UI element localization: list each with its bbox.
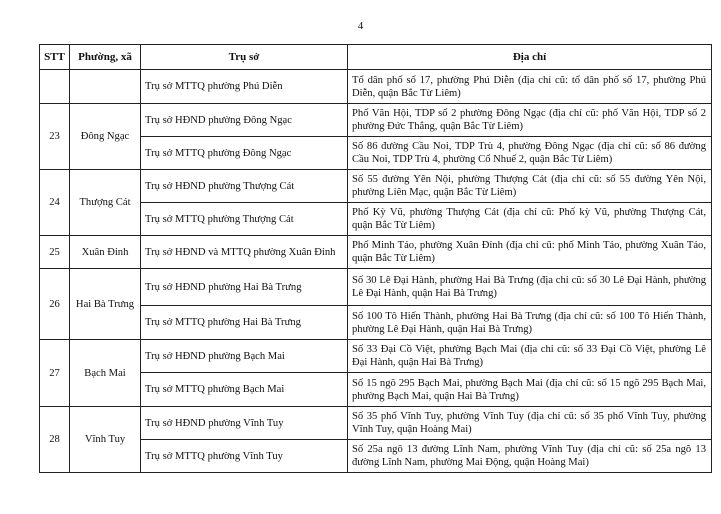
table-row <box>40 306 712 340</box>
table-row <box>40 70 712 104</box>
address-cell: Số 100 Tô Hiến Thành, phường Hai Bà Trưng (địa chỉ cũ: số 100 Tô Hiến Thành, phường Lê Đại Hành, quận Hai Bà Trưng) <box>348 306 712 340</box>
table-row <box>40 440 712 473</box>
table-header-row <box>40 45 712 70</box>
address-cell: Phố Minh Tảo, phường Xuân Đỉnh (địa chỉ cũ: phố Minh Tảo, phường Xuân Tảo, quận Bắc Từ Liêm) <box>348 236 712 269</box>
stt-cell: 24 <box>40 170 70 236</box>
office-cell: Trụ sở HĐND và MTTQ phường Xuân Đỉnh <box>141 236 348 269</box>
office-cell: Trụ sở MTTQ phường Bạch Mai <box>141 373 348 407</box>
table-row <box>40 236 712 269</box>
header-ward: Phường, xã <box>70 45 141 70</box>
stt-cell <box>40 70 70 104</box>
stt-cell: 28 <box>40 407 70 473</box>
page-number: 4 <box>357 20 364 32</box>
ward-cell: Vĩnh Tuy <box>70 407 141 473</box>
office-cell: Trụ sở HĐND phường Thượng Cát <box>141 170 348 203</box>
office-address-table <box>39 44 712 473</box>
office-cell: Trụ sở MTTQ phường Hai Bà Trưng <box>141 306 348 340</box>
office-cell: Trụ sở MTTQ phường Vĩnh Tuy <box>141 440 348 473</box>
table-row <box>40 340 712 373</box>
address-cell: Phố Văn Hội, TDP số 2 phường Đông Ngạc (địa chỉ cũ: phố Văn Hội, TDP số 2 phường Đức Thắng, quận Bắc Từ Liêm) <box>348 104 712 137</box>
address-cell: Số 33 Đại Cồ Việt, phường Bạch Mai (địa chỉ cũ: số 33 Đại Cồ Việt, phường Lê Đại Hành, quận Hai Bà Trưng) <box>348 340 712 373</box>
ward-cell: Đông Ngạc <box>70 104 141 170</box>
ward-cell <box>70 70 141 104</box>
ward-cell: Thượng Cát <box>70 170 141 236</box>
table-row <box>40 269 712 306</box>
stt-cell: 23 <box>40 104 70 170</box>
address-cell: Tổ dân phố số 17, phường Phú Diễn (địa chỉ cũ: tổ dân phố số 17, phường Phú Diễn, quận Bắc Từ Liêm) <box>348 70 712 104</box>
header-office: Trụ sở <box>141 45 348 70</box>
table-row <box>40 407 712 440</box>
address-cell: Số 35 phố Vĩnh Tuy, phường Vĩnh Tuy (địa chỉ cũ: số 35 phố Vĩnh Tuy, phường Vĩnh Tuy, quận Hoàng Mai) <box>348 407 712 440</box>
stt-cell: 26 <box>40 269 70 340</box>
ward-cell: Bạch Mai <box>70 340 141 407</box>
table-row <box>40 203 712 236</box>
address-cell: Số 55 đường Yên Nội, phường Thượng Cát (địa chỉ cũ: số 55 đường Yên Nội, phường Liên Mạc, quận Bắc Từ Liêm) <box>348 170 712 203</box>
address-cell: Phố Kỳ Vũ, phường Thượng Cát (địa chỉ cũ: Phố kỳ Vũ, phường Thượng Cát, quận Bắc Từ Liêm) <box>348 203 712 236</box>
address-cell: Số 86 đường Cầu Noi, TDP Trù 4, phường Đông Ngạc (địa chỉ cũ: số 86 đường Cầu Noi, TDP Trù 4, phường Cổ Nhuế 2, quận Bắc Từ Liêm) <box>348 137 712 170</box>
stt-cell: 25 <box>40 236 70 269</box>
table-row <box>40 373 712 407</box>
office-cell: Trụ sở HĐND phường Đông Ngạc <box>141 104 348 137</box>
address-cell: Số 25a ngõ 13 đường Lĩnh Nam, phường Vĩnh Tuy (địa chỉ cũ: số 25a ngõ 13 đường Lĩnh Nam, phường Mai Động, quận Hoàng Mai) <box>348 440 712 473</box>
table-row <box>40 104 712 137</box>
address-cell: Số 30 Lê Đại Hành, phường Hai Bà Trưng (địa chỉ cũ: số 30 Lê Đại Hành, phường Lê Đại Hành, quận Hai Bà Trưng) <box>348 269 712 306</box>
header-stt: STT <box>40 45 70 70</box>
office-cell: Trụ sở HĐND phường Bạch Mai <box>141 340 348 373</box>
header-address: Địa chỉ <box>348 45 712 70</box>
ward-cell: Xuân Đỉnh <box>70 236 141 269</box>
office-cell: Trụ sở MTTQ phường Thượng Cát <box>141 203 348 236</box>
stt-cell: 27 <box>40 340 70 407</box>
table-row <box>40 170 712 203</box>
office-cell: Trụ sở HĐND phường Vĩnh Tuy <box>141 407 348 440</box>
table-row <box>40 137 712 170</box>
office-cell: Trụ sở HĐND phường Hai Bà Trưng <box>141 269 348 306</box>
address-cell: Số 15 ngõ 295 Bạch Mai, phường Bạch Mai (địa chỉ cũ: số 15 ngõ 295 Bạch Mai, phường Bạch Mai, quận Hai Bà Trưng) <box>348 373 712 407</box>
ward-cell: Hai Bà Trưng <box>70 269 141 340</box>
office-cell: Trụ sở MTTQ phường Đông Ngạc <box>141 137 348 170</box>
office-cell: Trụ sở MTTQ phường Phú Diễn <box>141 70 348 104</box>
